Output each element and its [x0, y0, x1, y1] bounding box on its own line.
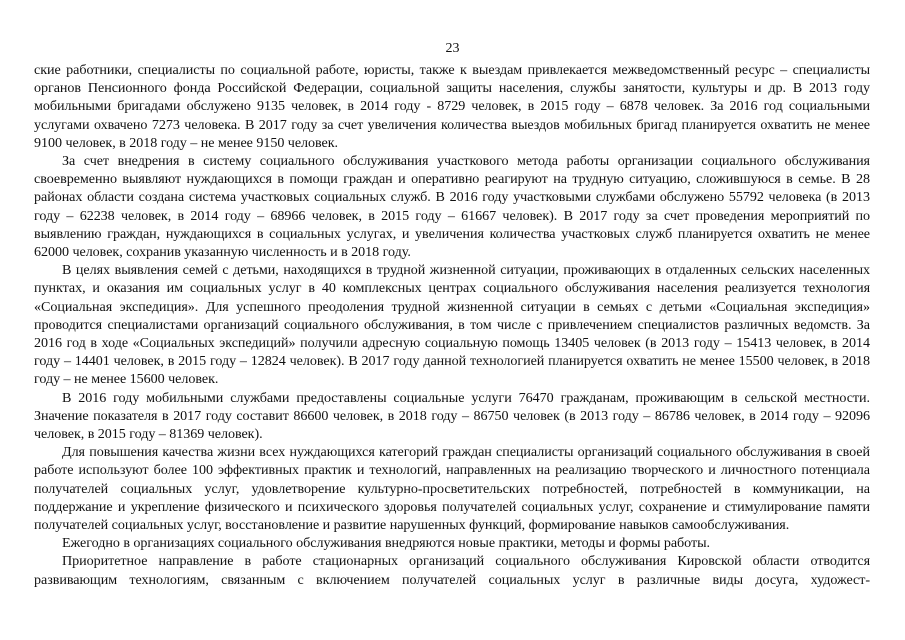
- paragraph-new-practices: Ежегодно в организациях социального обслуживания внедряются новые практики, методы и формы работы.: [62, 535, 710, 552]
- paragraph-inpatient-priority: Приоритетное направление в работе стационарных организаций социального обслуживания Кировской области отводится развивающим технологиям, связанным с включением получателей социальных услуг в различные виды досуга, художест-: [34, 553, 870, 588]
- document-body: [34, 61, 870, 589]
- paragraph-social-expedition: В целях выявления семей с детьми, находящихся в трудной жизненной ситуации, проживающих в отдаленных сельских населенных пунктах, и оказания им социальных услуг в 40 комплексных центрах социального обслуживания населения реализуется технология «Социальная экспедиция». Для успешного преодоления трудной жизненной ситуации в семьях с детьми «Социальная экспедиция» проводится специалистами организаций социального обслуживания, в том числе с привлечением специалистов различных ведомств. За 2016 год в ходе «Социальных экспедиций» получили адресную социальную помощь 13405 человек (в 2013 году – 15413 человек, в 2014 году – 14401 человек, в 2015 году – 12824 человек). В 2017 году данной технологией планируется охватить не менее 15500 человек, в 2018 году – не менее 15600 человек.: [34, 262, 870, 388]
- paragraph-practices-technologies: Для повышения качества жизни всех нуждающихся категорий граждан специалисты организаций социального обслуживания в своей работе используют более 100 эффективных практик и технологий, направленных на реализацию творческого и личностного потенциала получателей социальных услуг, удовлетворение культурно-просветительских потребностей, потребностей в коммуникации, на поддержание и укрепление физического и психического здоровья получателей социальных услуг, сохранение и стимулирование памяти получателей социальных услуг, восстановление и развитие нарушенных функций, формирование навыков самообслуживания.: [34, 444, 870, 534]
- paragraph-mobile-brigades-continued: ские работники, специалисты по социальной работе, юристы, также к выездам привлекается межведомственный ресурс – специалисты органов Пенсионного фонда Российской Федерации, социальной защиты населения, службы занятости, культуры и др. В 2013 году мобильными бригадами обслужено 9135 человек, в 2014 году - 8729 человек, в 2015 году – 6878 человек. За 2016 год социальными услугами охвачено 7273 человека. В 2017 году за счет увеличения количества выездов мобильных бригад планируется охватить не менее 9100 человек, в 2018 году – не менее 9150 человек.: [34, 62, 870, 151]
- page-number: 23: [445, 41, 460, 56]
- paragraph-district-services: За счет внедрения в систему социального обслуживания участкового метода работы организации социального обслуживания своевременно выявляют нуждающихся в помощи граждан и оперативно реагируют на трудную ситуацию, сложившуюся в семье. В 28 районах области создана система участковых социальных служб. В 2016 году участковыми службами обслужено 55792 человека (в 2013 году – 62238 человек, в 2014 году – 68966 человек, в 2015 году – 61667 человек). В 2017 году за счет проведения мероприятий по выявлению граждан, нуждающихся в социальных услугах, и увеличения количества участковых служб планируется охватить не менее 62000 человек, сохранив указанную численность и в 2018 году.: [34, 153, 870, 261]
- paragraph-mobile-services: В 2016 году мобильными службами предоставлены социальные услуги 76470 гражданам, проживающим в сельской местности. Значение показателя в 2017 году составит 86600 человек, в 2018 году – 86750 человек (в 2013 году – 86786 человек, в 2014 году – 92096 человек, в 2015 году – 81369 человек).: [34, 389, 870, 443]
